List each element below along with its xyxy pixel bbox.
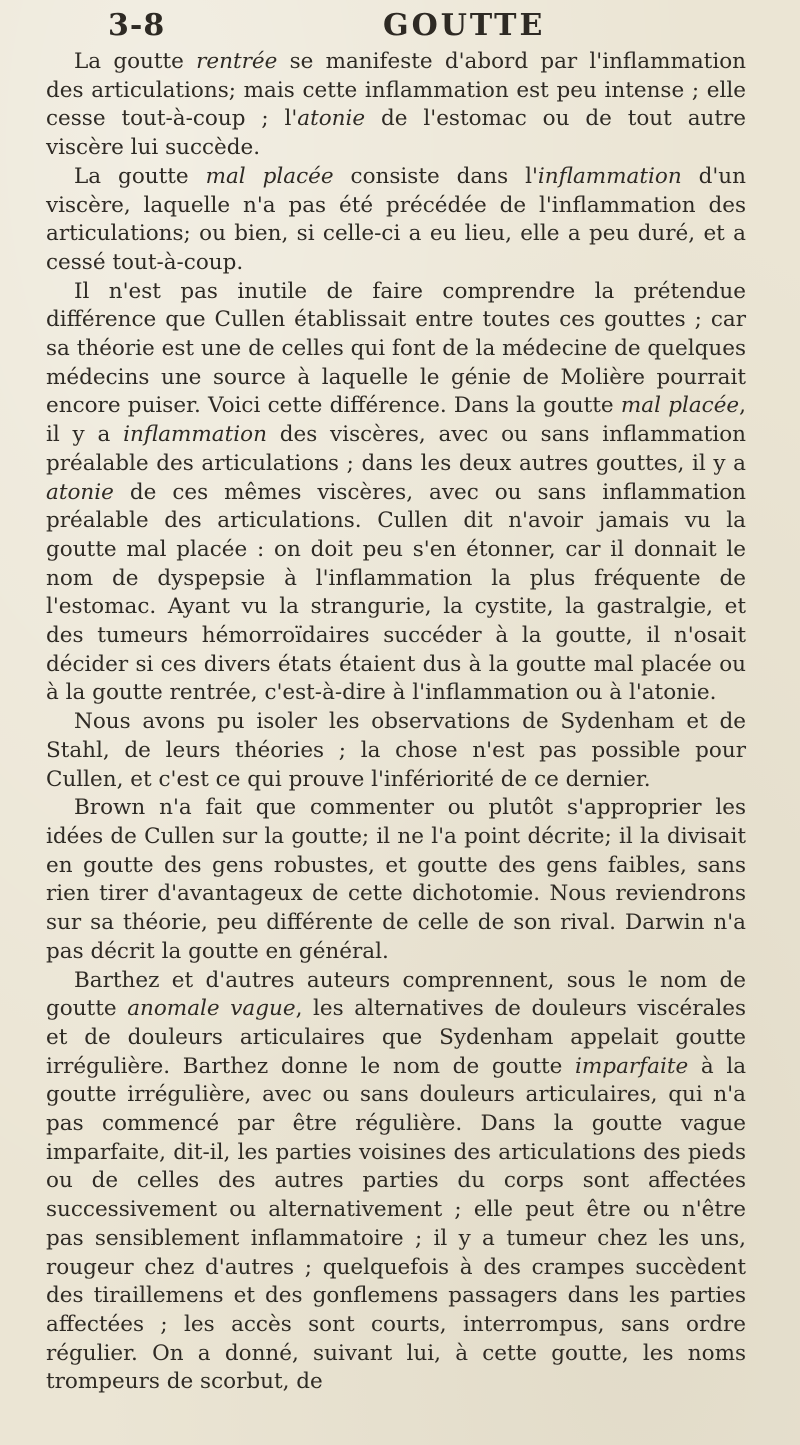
body-text bbox=[46, 48, 746, 1397]
page-header bbox=[108, 8, 648, 48]
text-segment-italic: atonie bbox=[46, 479, 114, 505]
text-segment: se manifeste d'abord par l'inflammation des articulations; mais cette inflammation est peu intense ; elle cesse tout-à-coup ; l' bbox=[46, 49, 746, 132]
text-segment-italic: mal placée bbox=[205, 163, 334, 189]
paragraph bbox=[46, 278, 746, 709]
text-segment: Barthez et d'autres auteurs comprennent, sous le nom de goutte bbox=[46, 967, 746, 1022]
text-segment: Brown n'a fait que commenter ou plutôt s'approprier les idées de Cullen sur la goutte; il ne l'a point décrite; il la divisait en goutte des gens robustes, et goutte des gens faibles, sans rien tirer d'avantageux de cette dichotomie. Nous reviendrons sur sa théorie, peu différente de celle de son rival. Darwin n'a pas décrit la goutte en général. bbox=[46, 795, 746, 964]
text-segment-italic: inflammation bbox=[537, 163, 682, 189]
text-segment: d'un viscère, laquelle n'a pas été précédée de l'inflammation des articulations; ou bien, si celle-ci a eu lieu, elle a peu duré, et a cessé tout-à-coup. bbox=[46, 163, 747, 275]
paragraph bbox=[46, 163, 746, 278]
text-segment-italic: mal placée bbox=[620, 393, 740, 419]
page-number: 3-8 bbox=[108, 8, 166, 43]
text-segment-italic: inflammation bbox=[123, 422, 267, 448]
text-segment: de ces mêmes viscères, avec ou sans inflammation préalable des articulations. Cullen dit n'avoir jamais vu la goutte mal placée : on doit peu s'en étonner, car il donnait le nom de dyspepsie à l'inflammation la plus fréquente de l'estomac. Ayant vu la strangurie, la cystite, la gastralgie, et des tumeurs hémorroïdaires succéder à la goutte, il n'osait décider si ces divers états étaient dus à la goutte mal placée ou à la goutte rentrée, c'est-à-dire à l'inflammation ou à l'atonie. bbox=[46, 479, 746, 706]
text-segment-italic: anomale vague bbox=[127, 996, 296, 1022]
text-segment-italic: rentrée bbox=[196, 49, 278, 74]
paragraph bbox=[46, 48, 746, 163]
text-segment: La goutte bbox=[74, 49, 197, 74]
text-segment: Nous avons pu isoler les observations de Sydenham et de Stahl, de leurs théories ; la chose n'est pas possible pour Cullen, et c'est ce qui prouve l'infériorité de ce dernier. bbox=[46, 709, 746, 792]
text-segment-italic: imparfaite bbox=[575, 1053, 689, 1079]
paragraph bbox=[46, 794, 746, 966]
text-segment-italic: atonie bbox=[297, 106, 366, 132]
paragraph bbox=[46, 708, 746, 794]
text-segment: de l'estomac ou de tout autre viscère lui succède. bbox=[46, 106, 746, 161]
running-title: GOUTTE bbox=[383, 8, 546, 43]
text-segment: à la goutte irrégulière, avec ou sans douleurs articulaires, qui n'a pas commencé par être régulière. Dans la goutte vague imparfaite, dit-il, les parties voisines des articulations des pieds ou de celles des autres parties du corps sont affectées successivement ou alternativement ; elle peut être ou n'être pas sensiblement inflammatoire ; il y a tumeur chez les uns, rougeur chez d'autres ; quelquefois à des crampes succèdent des tiraillemens et des gonflemens passagers dans les parties affectées ; les accès sont courts, interrompus, sans ordre régulier. On a donné, suivant lui, à cette goutte, les noms trompeurs de scorbut, de bbox=[46, 1053, 747, 1395]
paragraph bbox=[46, 967, 746, 1398]
text-segment: des viscères, avec ou sans inflammation préalable des articulations ; dans les deux autres gouttes, il y a bbox=[46, 422, 746, 476]
text-segment: , les alternatives de douleurs viscérales et de douleurs articulaires que Sydenham appelait goutte irrégulière. Barthez donne le nom de goutte bbox=[46, 996, 746, 1079]
text-segment: consiste dans l' bbox=[333, 163, 538, 189]
text-segment: Il n'est pas inutile de faire comprendre la prétendue différence que Cullen établissait entre toutes ces gouttes ; car sa théorie est une de celles qui font de la médecine de quelques médecins une source à laquelle le génie de Molière pourrait encore puiser. Voici cette différence. Dans la goutte bbox=[46, 278, 746, 419]
text-segment: La goutte bbox=[74, 163, 206, 189]
text-segment: , il y a bbox=[46, 393, 746, 448]
